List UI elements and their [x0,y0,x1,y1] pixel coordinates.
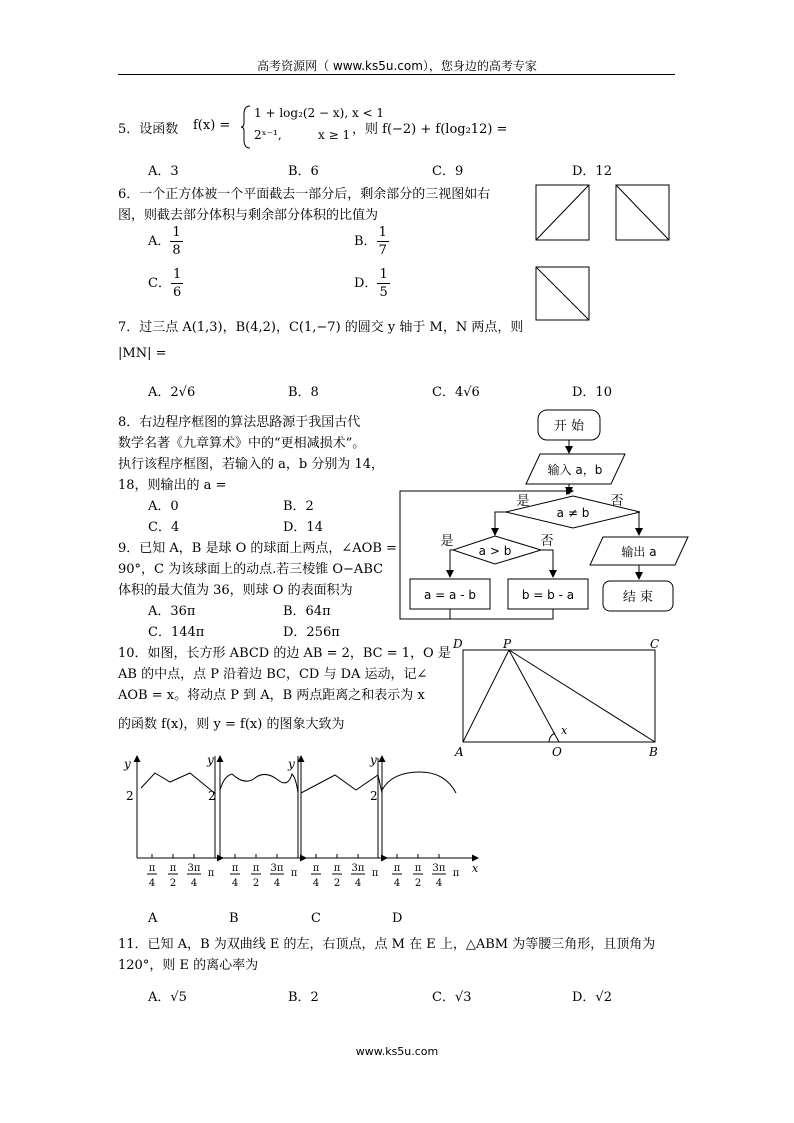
flowchart [395,405,705,630]
tick-label: 4 [312,878,320,889]
q7-option-d: D．10 [572,385,612,400]
flow-cond1-label: a ≠ b [556,506,590,520]
tick-label: 2 [333,878,341,889]
tick-label: 4 [273,878,281,889]
tick-label: 4 [435,878,443,889]
flow-assign-a-label: a = a - b [424,588,476,602]
graph-c-y-label: y [288,757,295,771]
q5-case2-cond: x ≥ 1 [318,128,351,142]
tick-label: 4 [231,878,239,889]
side-view [616,185,669,240]
q10-line2: AB 的中点，点 P 沿着边 BC，CD 与 DA 运动，记∠ [118,667,428,682]
tick-label: 3π [351,863,365,874]
front-view [536,185,589,240]
q5-case2-expr: 2ˣ⁻¹, [254,128,282,142]
tick-label: 2 [169,878,177,889]
q9-option-a: A．36π [148,604,196,619]
tick-label: π [169,863,177,874]
header-rule [118,74,675,75]
q9-option-b: B．64π [283,604,331,619]
label-o: O [552,745,562,759]
tick-label: 2 [414,878,422,889]
q8-line4: 18，则输出的 a = [118,478,227,493]
label-x: x [561,724,568,737]
flow-no2: 否 [540,534,554,549]
graph-choice-c: C [311,911,321,926]
q6-option-d: D． $\frac{1}{5}$ [354,267,388,300]
graph-a-y-label: y [124,757,131,771]
graph-choice-b: B [229,911,239,926]
label-b: B [649,745,658,759]
q5-brace [240,104,252,150]
flow-cond2-label: a > b [478,544,512,558]
tick-label: 2 [252,878,260,889]
q11-option-c: C．√3 [432,990,472,1005]
tick-label: 4 [393,878,401,889]
label-c: C [650,637,660,651]
tick-label: 3π [270,863,284,874]
q7-line2: |MN| = [118,346,167,361]
q6-option-c: C． $\frac{1}{6}$ [148,267,182,300]
q11-option-a: A．√5 [148,990,187,1005]
flow-input-label: 输入 a，b [547,463,603,477]
q7-option-c: C．4√6 [432,385,480,400]
page-header: 高考资源网（ www.ks5u.com），您身边的高考专家 [257,59,537,73]
q7-option-a: A．2√6 [148,385,196,400]
graph-d [369,753,479,875]
tick-label-pi: π [290,868,298,879]
tick-label: π [333,863,341,874]
graph-d-x-label: x [472,862,479,875]
q9-option-c: C．144π [148,625,205,640]
q8-option-b: B．2 [283,499,314,514]
graph-a-value-2: 2 [126,789,134,803]
q10-line4: 的函数 f(x)，则 y = f(x) 的图象大致为 [118,717,345,732]
tick-label: 4 [190,878,198,889]
label-d: D [453,637,463,651]
page-footer: www.ks5u.com [355,1045,439,1058]
q5-option-a: A．3 [148,164,179,179]
q5-ask: ，则 f(−2) + f(log₂12) = [352,122,508,137]
q6-line2: 图，则截去部分体积与剩余部分体积的比值为 [118,208,379,223]
tick-label: 3π [432,863,446,874]
flow-yes2: 是 [440,534,454,549]
top-view [536,267,589,320]
q6-line1: 6．一个正方体被一个平面截去一部分后，剩余部分的三视图如右 [118,187,491,202]
graph-d-value-2: 2 [370,789,378,803]
q10-rect-figure [445,634,675,760]
q6-option-b: B． $\frac{1}{7}$ [354,225,387,258]
flow-start-label: 开 始 [553,419,585,434]
q9-line1: 9．已知 A，B 是球 O 的球面上两点，∠AOB = [118,541,397,556]
q8-option-a: A．0 [148,499,179,514]
q11-option-d: D．√2 [572,990,612,1005]
q5-fdef: f(x) = [193,118,231,133]
flow-yes1: 是 [516,494,530,509]
tick-label-pi: π [371,868,379,879]
q7-option-b: B．8 [288,385,319,400]
q9-line3: 体积的最大值为 36，则球 O 的表面积为 [118,583,353,598]
tick-label: π [414,863,422,874]
tick-label: π [393,863,401,874]
graph-d-y-label: y [370,753,377,767]
tick-label: π [231,863,239,874]
q5-option-b: B．6 [288,164,319,179]
tick-label: π [252,863,260,874]
flow-end-label: 结 束 [622,590,654,605]
q8-line1: 8．右边程序框图的算法思路源于我国古代 [118,415,361,430]
graph-c [287,756,387,858]
graph-b-y-label: y [207,753,214,767]
flow-no1: 否 [610,494,624,509]
tick-label: 4 [148,878,156,889]
q11-line2: 120°，则 E 的离心率为 [118,958,259,973]
q9-line2: 90°，C 为该球面上的动点.若三棱锥 O−ABC [118,562,384,577]
q6-three-views [530,180,690,325]
q5-option-c: C．9 [432,164,464,179]
graph-b-value-2: 2 [208,789,216,803]
q5-case1: 1 + log₂(2 − x), x < 1 [254,106,385,120]
graph-a [123,756,223,858]
q11-option-b: B．2 [288,990,319,1005]
tick-label-pi: π [207,868,215,879]
tick-label: 3π [187,863,201,874]
q11-line1: 11．已知 A，B 为双曲线 E 的左，右顶点，点 M 在 E 上，△ABM 为等腰三角形，且顶角为 [118,937,656,952]
q10-line1: 10．如图，长方形 ABCD 的边 AB = 2，BC = 1，O 是 [118,646,451,661]
tick-label: π [148,863,156,874]
graph-choice-d: D [392,911,403,926]
label-p: P [503,637,512,651]
q8-line3: 执行该程序框图，若输入的 a，b 分别为 14， [118,457,385,472]
tick-label-pi: π [452,868,460,879]
q8-line2: 数学名著《九章算术》中的“更相减损术”。 [118,436,366,451]
q6-option-a: A． $\frac{1}{8}$ [148,225,181,258]
graph-choice-a: A [148,911,158,926]
graph-tick-labels [147,863,460,889]
q9-option-d: D．256π [283,625,340,640]
q5-option-d: D．12 [572,164,612,179]
flow-assign-b-label: b = b - a [521,588,575,602]
q10-line3: AOB = x。将动点 P 到 A，B 两点距离之和表示为 x [118,688,425,703]
flow-output-label: 输出 a [621,545,657,559]
q5-prefix: 5．设函数 [118,122,179,137]
q8-option-d: D．14 [283,520,323,535]
tick-label: π [312,863,320,874]
q10-graph-choices [120,748,490,908]
tick-label: 4 [354,878,362,889]
q8-option-c: C．4 [148,520,180,535]
label-a: A [455,745,464,759]
q7-line1: 7．过三点 A(1,3)，B(4,2)，C(1,−7) 的圆交 y 轴于 M，N 两点，则 [118,320,524,335]
